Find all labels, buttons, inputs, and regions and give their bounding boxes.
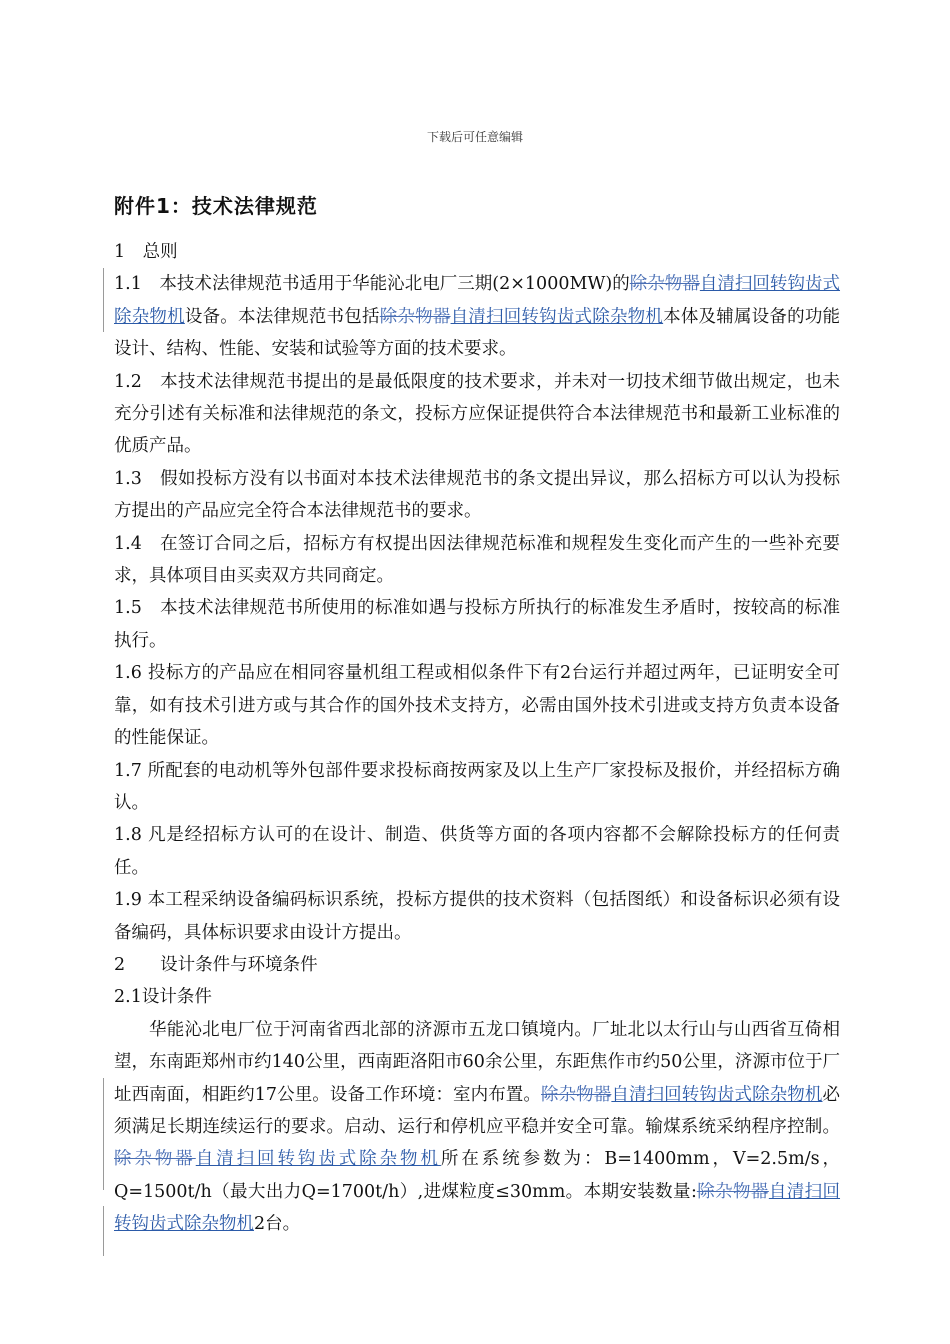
paragraph-2-1: 华能沁北电厂位于河南省西北部的济源市五龙口镇境内。厂址北以太行山与山西省互倚相望，东南距郑州市约140公里，西南距洛阳市60余公里，东距焦作市约50公里，济源市位于厂址西南面，相距约17公里。设备工作环境：室内布置。除杂物器自清扫回转钩齿式除杂物机必须满足长期连续运行的要求。启动、运行和停机应平稳并安全可靠。输煤系统采纳程序控制。除杂物器自清扫回转钩齿式除杂物机所在系统参数为：B=1400mm，V=2.5m/s，Q=1500t/h（最大出力Q=1700t/h）,进煤粒度≤30mm。本期安装数量:除杂物器自清扫回转钩齿式除杂物机2台。 bbox=[114, 1014, 840, 1241]
paragraph-1-4: 1.4 在签订合同之后，招标方有权提出因法律规范标准和规程发生变化而产生的一些补充要求，具体项目由买卖双方共同商定。 bbox=[114, 533, 840, 587]
section-2-heading: 2 设计条件与环境条件 bbox=[114, 954, 318, 975]
document-body bbox=[114, 236, 840, 1241]
header-note: 下载后可任意编辑 bbox=[426, 130, 523, 144]
deleted-text: 除杂物器 bbox=[114, 1149, 196, 1170]
section-2-1-heading: 2.1设计条件 bbox=[114, 987, 212, 1008]
paragraph-1-8: 1.8 凡是经招标方认可的在设计、制造、供货等方面的各项内容都不会解除投标方的任何责任。 bbox=[114, 825, 840, 878]
change-bar bbox=[103, 268, 104, 332]
inserted-text: 自清扫回转钩齿式除杂物机 bbox=[114, 274, 841, 327]
deleted-text: 除杂物器 bbox=[379, 306, 451, 327]
inserted-text: 自清扫回转钩齿式除杂物机 bbox=[195, 1149, 441, 1170]
paragraph-1-6: 1.6 投标方的产品应在相同容量机组工程或相似条件下有2台运行并超过两年，已证明安全可靠，如有技术引进方或与其合作的国外技术支持方，必需由国外技术引进或支持方负责本设备的性能保证。 bbox=[114, 663, 840, 749]
section-1-heading: 1 总则 bbox=[114, 242, 178, 262]
deleted-text: 除杂物器 bbox=[541, 1084, 612, 1105]
paragraph-1-2: 1.2 本技术法律规范书提出的是最低限度的技术要求，并未对一切技术细节做出规定，也未充分引述有关标准和法律规范的条文，投标方应保证提供符合本法律规范书和最新工业标准的优质产品。 bbox=[114, 371, 840, 457]
inserted-text: 自清扫回转钩齿式除杂物机 bbox=[450, 306, 664, 327]
document-title: 附件1：技术法律规范 bbox=[114, 194, 318, 218]
paragraph-1-7: 1.7 所配套的电动机等外包部件要求投标商按两家及以上生产厂家投标及报价，并经招标方确认。 bbox=[114, 760, 840, 813]
deleted-text: 除杂物器 bbox=[696, 1181, 769, 1202]
change-bar bbox=[103, 1206, 104, 1256]
inserted-text: 自清扫回转钩齿式除杂物机 bbox=[114, 1181, 841, 1235]
deleted-text: 除杂物器 bbox=[629, 274, 700, 295]
inserted-text: 自清扫回转钩齿式除杂物机 bbox=[611, 1084, 823, 1105]
paragraph-1-3: 1.3 假如投标方没有以书面对本技术法律规范书的条文提出异议，那么招标方可以认为投标方提出的产品应完全符合本法律规范书的要求。 bbox=[114, 468, 840, 522]
change-bar bbox=[103, 1078, 104, 1190]
paragraph-1-5: 1.5 本技术法律规范书所使用的标准如遇与投标方所执行的标准发生矛盾时，按较高的标准执行。 bbox=[114, 598, 840, 651]
paragraph-1-1: 1.1 本技术法律规范书适用于华能沁北电厂三期(2×1000MW)的除杂物器自清扫回转钩齿式除杂物机设备。本法律规范书包括除杂物器自清扫回转钩齿式除杂物机本体及辅属设备的功能设计、结构、性能、安装和试验等方面的技术要求。 bbox=[114, 268, 840, 365]
paragraph-1-9: 1.9 本工程采纳设备编码标识系统，投标方提供的技术资料（包括图纸）和设备标识必须有设备编码，具体标识要求由设计方提出。 bbox=[114, 890, 840, 943]
